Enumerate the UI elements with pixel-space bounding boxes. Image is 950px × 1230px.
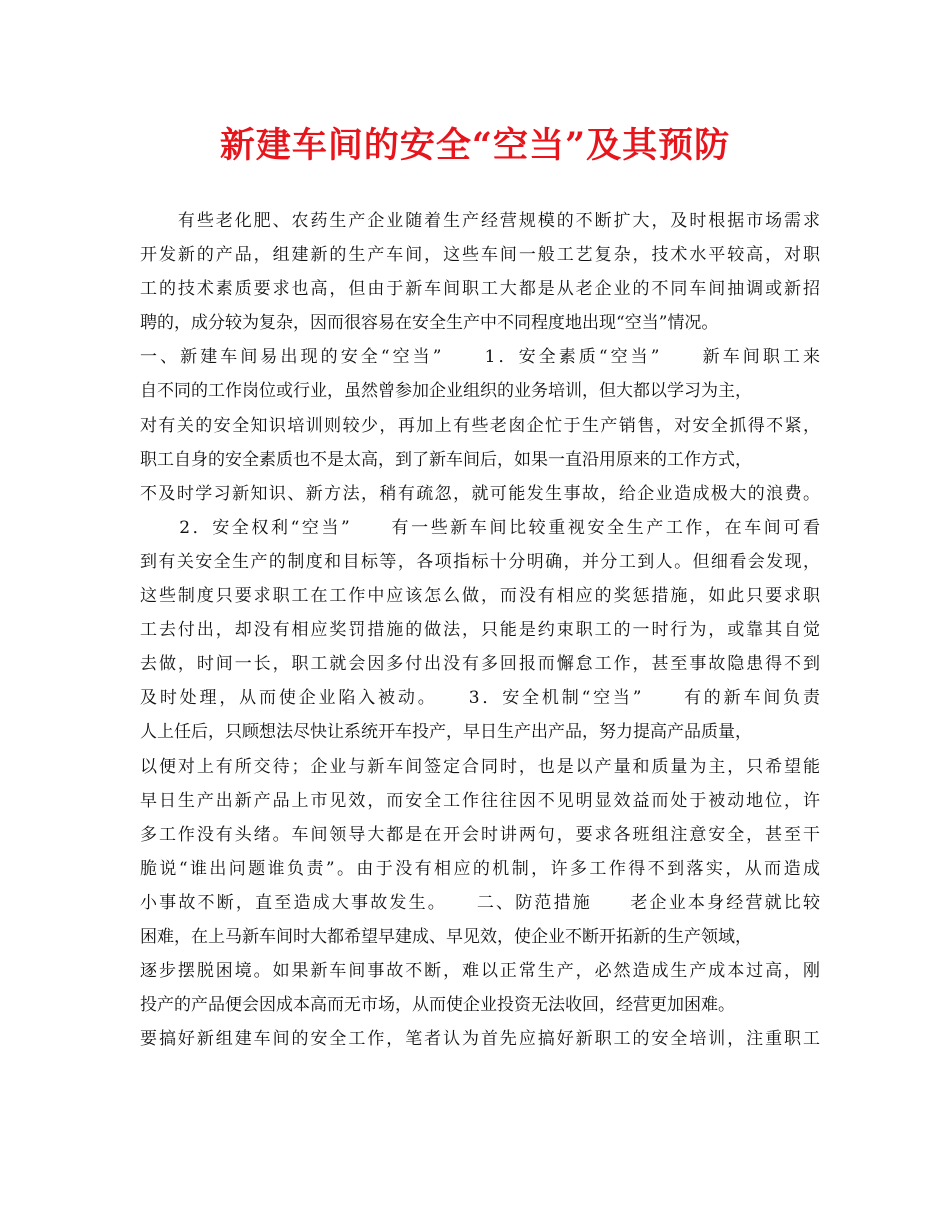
text-line: 多工作没有头绪。车间领导大都是在开会时讲两句，要求各班组注意安全，甚至干 xyxy=(140,824,820,845)
text-line: 对有关的安全知识培训则较少，再加上有些老囱企忙于生产销售，对安全抓得不紧， xyxy=(140,415,820,436)
text-line: 要搞好新组建车间的安全工作，笔者认为首先应搞好新职工的安全培训，注重职工 xyxy=(140,1029,820,1050)
text-line: 职工自身的安全素质也不是太高，到了新车间后，如果一直沿用原来的工作方式， xyxy=(140,449,752,470)
text-line: 投产的产品便会因成本高而无市场，从而使企业投资无法收回，经营更加困难。 xyxy=(140,995,735,1016)
text-line: 有些老化肥、农药生产企业随着生产经营规模的不断扩大，及时根据市场需求 xyxy=(140,211,820,231)
text-line: 这些制度只要求职工在工作中应该怎么做，而没有相应的奖惩措施，如此只要求职 xyxy=(140,586,820,607)
text-line: 及时处理，从而使企业陷入被动。 3．安全机制“空当” 有的新车间负责 xyxy=(140,688,820,709)
text-line: 一、新建车间易出现的安全“空当” 1．安全素质“空当” 新车间职工来 xyxy=(140,347,820,368)
text-line: 早日生产出新产品上市见效，而安全工作往往因不见明显效益而处于被动地位，许 xyxy=(140,790,820,811)
document-title: 新建车间的安全“空当”及其预防 xyxy=(219,125,731,166)
text-line: 开发新的产品，组建新的生产车间，这些车间一般工艺复杂，技术水平较高，对职 xyxy=(140,245,820,266)
document-body xyxy=(140,204,820,1056)
text-line: 工去付出，却没有相应奖罚措施的做法，只能是约束职工的一时行为，或靠其自觉 xyxy=(140,620,820,641)
text-line: 到有关安全生产的制度和目标等，各项指标十分明确，并分工到人。但细看会发现， xyxy=(140,551,820,572)
text-line: 自不同的工作岗位或行业，虽然曾参加企业组织的业务培训，但大都以学习为主， xyxy=(140,381,752,402)
text-line: 工的技术素质要求也高，但由于新车间职工大都是从老企业的不同车间抽调或新招 xyxy=(140,279,820,300)
text-line: 人上任后，只顾想法尽快让系统开车投产，早日生产出产品，努力提高产品质量， xyxy=(140,722,752,743)
text-line: 2．安全权利“空当” 有一些新车间比较重视安全生产工作，在车间可看 xyxy=(140,517,820,538)
text-line: 不及时学习新知识、新方法，稍有疏忽，就可能发生事故，给企业造成极大的浪费。 xyxy=(140,483,820,504)
text-line: 脆说“谁出问题谁负责”。由于没有相应的机制，许多工作得不到落实，从而造成 xyxy=(140,858,820,879)
text-line: 聘的，成分较为复杂，因而很容易在安全生产中不同程度地出现“空当”情况。 xyxy=(140,313,719,334)
text-line: 以便对上有所交待；企业与新车间签定合同时，也是以产量和质量为主，只希望能 xyxy=(140,756,820,777)
text-line: 去做，时间一长，职工就会因多付出没有多回报而懈怠工作，甚至事故隐患得不到 xyxy=(140,654,820,675)
text-line: 困难，在上马新车间时大都希望早建成、早见效，使企业不断开拓新的生产领域， xyxy=(140,926,752,947)
text-line: 小事故不断，直至造成大事故发生。 二、防范措施 老企业本身经营就比较 xyxy=(140,892,820,913)
text-line: 逐步摆脱困境。如果新车间事故不断，难以正常生产，必然造成生产成本过高，刚 xyxy=(140,961,820,982)
